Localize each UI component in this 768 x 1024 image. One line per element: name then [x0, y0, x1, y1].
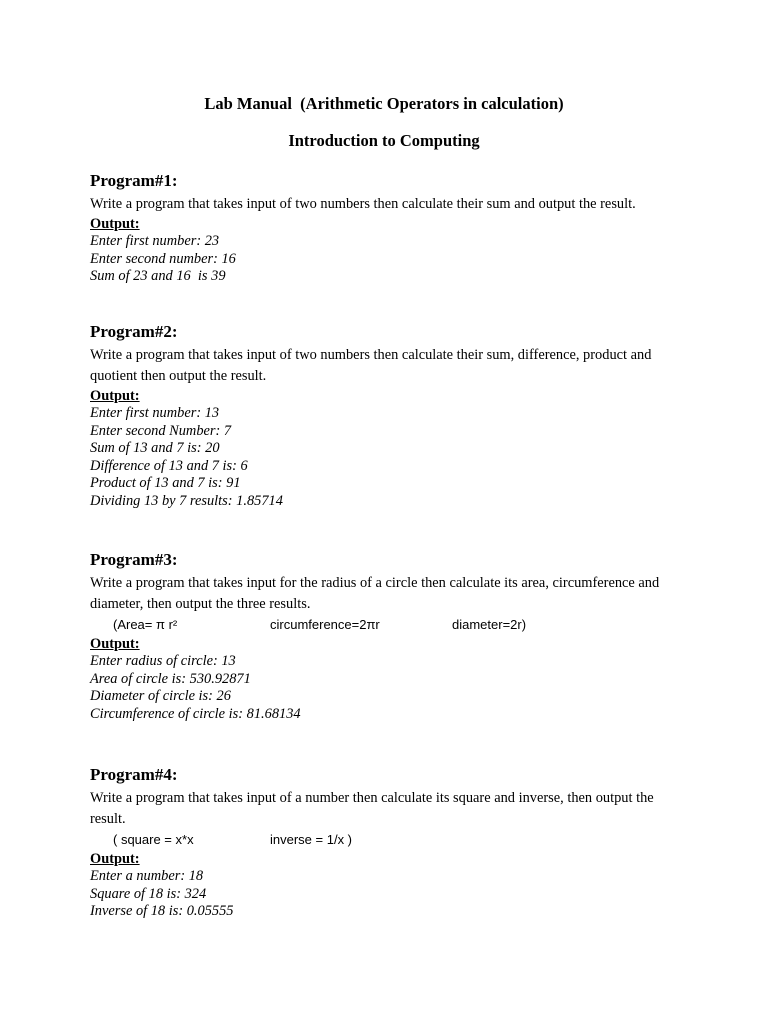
program-1-section: [90, 170, 680, 286]
output-line: Square of 18 is: 324: [90, 885, 207, 902]
program-2-section: [90, 321, 680, 510]
output-label: Output:: [90, 851, 140, 867]
output-line: Enter second number: 16: [90, 250, 236, 267]
output-line: Inverse of 18 is: 0.05555: [90, 903, 234, 919]
output-line: Area of circle is: 530.92871: [90, 670, 251, 687]
output-line: Product of 13 and 7 is: 91: [90, 475, 241, 491]
output-line: Enter a number: 18: [90, 868, 204, 884]
inverse-formula: inverse = 1/x ): [270, 832, 353, 847]
area-formula: (Area= π r²: [113, 617, 178, 632]
output-line: Enter first number: 23: [90, 233, 220, 249]
output-line: Dividing 13 by 7 results: 1.85714: [90, 492, 283, 509]
program-heading: Program#1:: [90, 171, 178, 190]
output-line: Difference of 13 and 7 is: 6: [90, 457, 248, 474]
program-heading: Program#4:: [90, 765, 178, 784]
output-line: Diameter of circle is: 26: [90, 688, 231, 704]
program-description: Write a program that takes input for the radius of a circle then calculate its area, circumference and diameter, then output the three results.: [90, 575, 660, 612]
output-line: Sum of 23 and 16 is 39: [90, 268, 226, 284]
program-description: Write a program that takes input of two numbers then calculate their sum and output the result.: [90, 196, 636, 212]
program-description: Write a program that takes input of two numbers then calculate their sum, difference, product and quotient then output the result.: [90, 347, 652, 384]
square-formula: ( square = x*x: [113, 832, 194, 847]
output-label: Output:: [90, 216, 140, 232]
program-description: Write a program that takes input of a number then calculate its square and inverse, then output the result.: [90, 790, 654, 827]
output-label: Output:: [90, 388, 140, 404]
diameter-formula: diameter=2r): [452, 617, 527, 632]
document-subtitle: Introduction to Computing: [288, 131, 480, 150]
output-line: Enter radius of circle: 13: [90, 653, 236, 669]
output-line: Enter second Number: 7: [90, 422, 232, 439]
formula-line: [90, 615, 680, 635]
program-4-section: [90, 764, 680, 921]
formula-line: [90, 830, 680, 850]
circumference-formula: circumference=2πr: [270, 617, 380, 632]
program-3-section: [90, 549, 680, 723]
program-heading: Program#2:: [90, 322, 178, 341]
program-heading: Program#3:: [90, 550, 178, 569]
output-line: Sum of 13 and 7 is: 20: [90, 440, 220, 456]
output-line: Circumference of circle is: 81.68134: [90, 705, 301, 722]
output-line: Enter first number: 13: [90, 405, 220, 421]
document-title: Lab Manual (Arithmetic Operators in calculation): [204, 94, 564, 113]
output-label: Output:: [90, 636, 140, 652]
